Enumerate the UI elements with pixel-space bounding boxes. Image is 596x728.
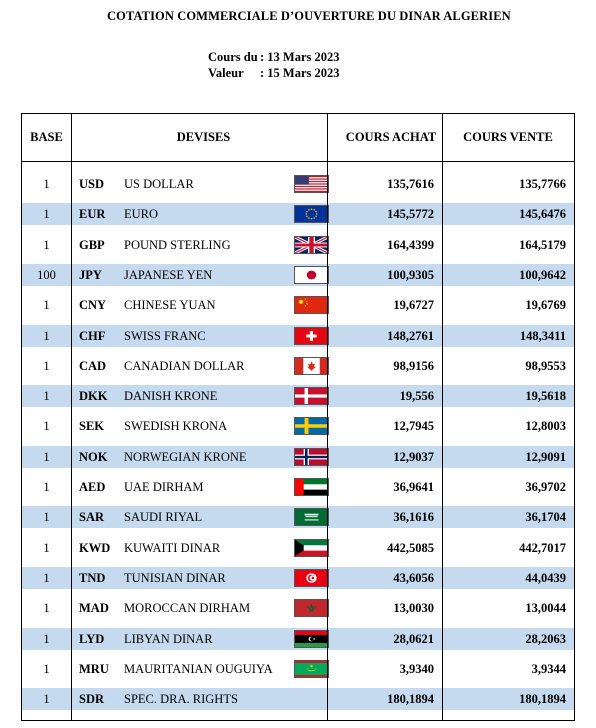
currency-code-cell: TND: [79, 570, 106, 585]
valeur-label: Valeur: [208, 66, 244, 80]
currency-name-cell: JAPANESE YEN: [124, 267, 213, 282]
title-text: COTATION COMMERCIALE D’OUVERTURE DU DINAR ALGERIEN: [107, 9, 511, 23]
currency-name-cell: US DOLLAR: [124, 177, 194, 191]
currency-code-cell: CAD: [79, 358, 107, 373]
valeur-date-line: [208, 66, 340, 81]
cours-achat-cell: 43,6056: [393, 570, 434, 585]
currency-name-cell: SPEC. DRA. RIGHTS: [124, 692, 238, 707]
sweden-flag-icon: [294, 417, 329, 435]
cours-vente-cell: 98,9553: [525, 358, 566, 373]
column-divider: [327, 114, 328, 720]
currency-code-cell: KWD: [79, 540, 111, 555]
currency-code-cell: LYD: [79, 631, 105, 646]
cours-achat-cell: 135,7616: [387, 177, 434, 191]
currency-name-cell: KUWAITI DINAR: [124, 540, 221, 555]
kuwait-flag-icon: [294, 539, 329, 557]
cours-vente-cell: 180,1894: [519, 692, 566, 707]
cours-achat-cell: 3,9340: [399, 661, 434, 676]
currency-name-cell: SWISS FRANC: [124, 328, 206, 343]
currency-name-cell: NORWEGIAN KRONE: [124, 449, 247, 464]
cours-achat-cell: 100,9305: [387, 267, 434, 282]
cours-vente-cell: 36,9702: [525, 480, 566, 494]
table-row: [22, 567, 574, 589]
cours-vente-cell: 135,7766: [519, 177, 566, 191]
cours-achat-cell: 164,4399: [387, 237, 434, 252]
cours-vente-cell: 44,0439: [525, 570, 566, 585]
cours-achat-cell: 28,0621: [393, 631, 434, 646]
eu-flag-icon: [294, 205, 329, 223]
base-cell: 1: [43, 328, 50, 343]
cours-achat-cell: 12,9037: [393, 449, 434, 464]
currency-code-cell: MRU: [79, 661, 109, 676]
currency-code-cell: USD: [79, 177, 105, 191]
base-cell: 1: [43, 237, 50, 252]
cours-vente-cell: 145,6476: [519, 207, 566, 222]
base-cell: 1: [43, 570, 50, 585]
uk-flag-icon: [294, 236, 329, 254]
table-row: [22, 506, 574, 528]
base-cell: 1: [43, 298, 50, 313]
canada-flag-icon: [294, 357, 329, 375]
currency-name-cell: SAUDI RIYAL: [124, 510, 203, 525]
base-cell: 1: [43, 510, 50, 525]
cours-vente-cell: 36,1704: [525, 510, 566, 525]
china-flag-icon: [294, 296, 329, 314]
cours-date-line: [208, 50, 340, 65]
currency-name-cell: UAE DIRHAM: [124, 480, 204, 494]
swiss-flag-icon: [294, 327, 329, 345]
cours-achat-cell: 180,1894: [387, 692, 434, 707]
cours-achat-cell: 19,6727: [393, 298, 434, 313]
table-row: [22, 537, 574, 559]
cours-value: : 13 Mars 2023: [260, 50, 340, 64]
currency-code-cell: JPY: [79, 267, 102, 282]
currency-code-cell: EUR: [79, 207, 106, 222]
us-flag-icon: [294, 175, 329, 193]
table-row: [22, 476, 574, 498]
base-cell: 1: [43, 540, 50, 555]
mauritania-flag-icon: [294, 660, 329, 678]
morocco-flag-icon: [294, 599, 329, 617]
base-cell: 1: [43, 661, 50, 676]
libya-flag-icon: [294, 630, 329, 648]
cours-achat-cell: 36,9641: [393, 480, 434, 494]
japan-flag-icon: [294, 266, 329, 284]
currency-name-cell: MAURITANIAN OUGUIYA: [124, 661, 273, 676]
table-row: [22, 173, 574, 195]
uae-flag-icon: [294, 478, 329, 496]
valeur-value: : 15 Mars 2023: [260, 66, 340, 80]
base-cell: 1: [43, 389, 50, 404]
base-cell: 1: [43, 177, 50, 191]
table-row: [22, 234, 574, 256]
cours-achat-cell: 36,1616: [393, 510, 434, 525]
cours-vente-cell: 100,9642: [519, 267, 566, 282]
header-base: BASE: [30, 130, 63, 144]
cours-vente-cell: 164,5179: [519, 237, 566, 252]
header-cours-achat: COURS ACHAT: [345, 130, 437, 144]
cours-vente-cell: 12,8003: [525, 419, 566, 434]
tunisia-flag-icon: [294, 569, 329, 587]
saudi-flag-icon: [294, 508, 329, 526]
currency-code-cell: SEK: [79, 419, 105, 434]
base-cell: 1: [43, 358, 50, 373]
table-row: [22, 294, 574, 316]
cours-vente-cell: 12,9091: [525, 449, 566, 464]
base-cell: 1: [43, 207, 50, 222]
table-row: [22, 385, 574, 407]
cours-vente-cell: 3,9344: [531, 661, 566, 676]
currency-name-cell: SWEDISH KRONA: [124, 419, 228, 434]
table-row: [22, 355, 574, 377]
currency-name-cell: POUND STERLING: [124, 237, 231, 252]
table-row: [22, 415, 574, 437]
currency-code-cell: CNY: [79, 298, 107, 313]
table-header: [22, 114, 574, 162]
currency-code-cell: SAR: [79, 510, 105, 525]
table-row: [22, 203, 574, 225]
currency-name-cell: DANISH KRONE: [124, 389, 218, 404]
table-row: [22, 658, 574, 680]
currency-name-cell: LIBYAN DINAR: [124, 631, 213, 646]
currency-code-cell: NOK: [79, 449, 108, 464]
cours-label: Cours du: [208, 50, 258, 64]
cours-vente-cell: 28,2063: [525, 631, 566, 646]
currency-name-cell: MOROCCAN DIRHAM: [124, 601, 251, 616]
currency-code-cell: DKK: [79, 389, 108, 404]
table-row: [22, 597, 574, 619]
exchange-rate-table: [21, 113, 575, 721]
column-divider: [71, 114, 72, 720]
table-row: [22, 446, 574, 468]
cours-vente-cell: 148,3411: [519, 328, 566, 343]
table-row: [22, 325, 574, 347]
currency-name-cell: CANADIAN DOLLAR: [124, 358, 245, 373]
cours-achat-cell: 12,7945: [393, 419, 434, 434]
header-cours-vente: COURS VENTE: [463, 130, 553, 144]
currency-name-cell: TUNISIAN DINAR: [124, 570, 226, 585]
currency-name-cell: CHINESE YUAN: [124, 298, 216, 313]
base-cell: 1: [43, 449, 50, 464]
table-row: [22, 688, 574, 710]
cours-achat-cell: 145,5772: [387, 207, 434, 222]
base-cell: 1: [43, 601, 50, 616]
cours-vente-cell: 442,7017: [519, 540, 566, 555]
cours-achat-cell: 13,0030: [393, 601, 434, 616]
currency-name-cell: EURO: [124, 207, 159, 222]
currency-code-cell: AED: [79, 480, 106, 494]
currency-code-cell: MAD: [79, 601, 109, 616]
base-cell: 1: [43, 419, 50, 434]
norway-flag-icon: [294, 448, 329, 466]
table-row: [22, 264, 574, 286]
header-devises: DEVISES: [176, 130, 231, 144]
cours-vente-cell: 19,5618: [525, 389, 566, 404]
cours-vente-cell: 13,0044: [525, 601, 566, 616]
column-divider: [442, 114, 443, 720]
base-cell: 1: [43, 631, 50, 646]
currency-code-cell: CHF: [79, 328, 106, 343]
cours-achat-cell: 148,2761: [387, 328, 434, 343]
cours-achat-cell: 442,5085: [387, 540, 434, 555]
table-row: [22, 628, 574, 650]
base-cell: 100: [37, 267, 56, 282]
cours-achat-cell: 19,556: [399, 389, 434, 404]
base-cell: 1: [43, 480, 50, 494]
cours-achat-cell: 98,9156: [393, 358, 434, 373]
cours-vente-cell: 19,6769: [525, 298, 566, 313]
base-cell: 1: [43, 692, 50, 707]
denmark-flag-icon: [294, 387, 329, 405]
currency-code-cell: GBP: [79, 237, 105, 252]
currency-code-cell: SDR: [79, 692, 105, 707]
